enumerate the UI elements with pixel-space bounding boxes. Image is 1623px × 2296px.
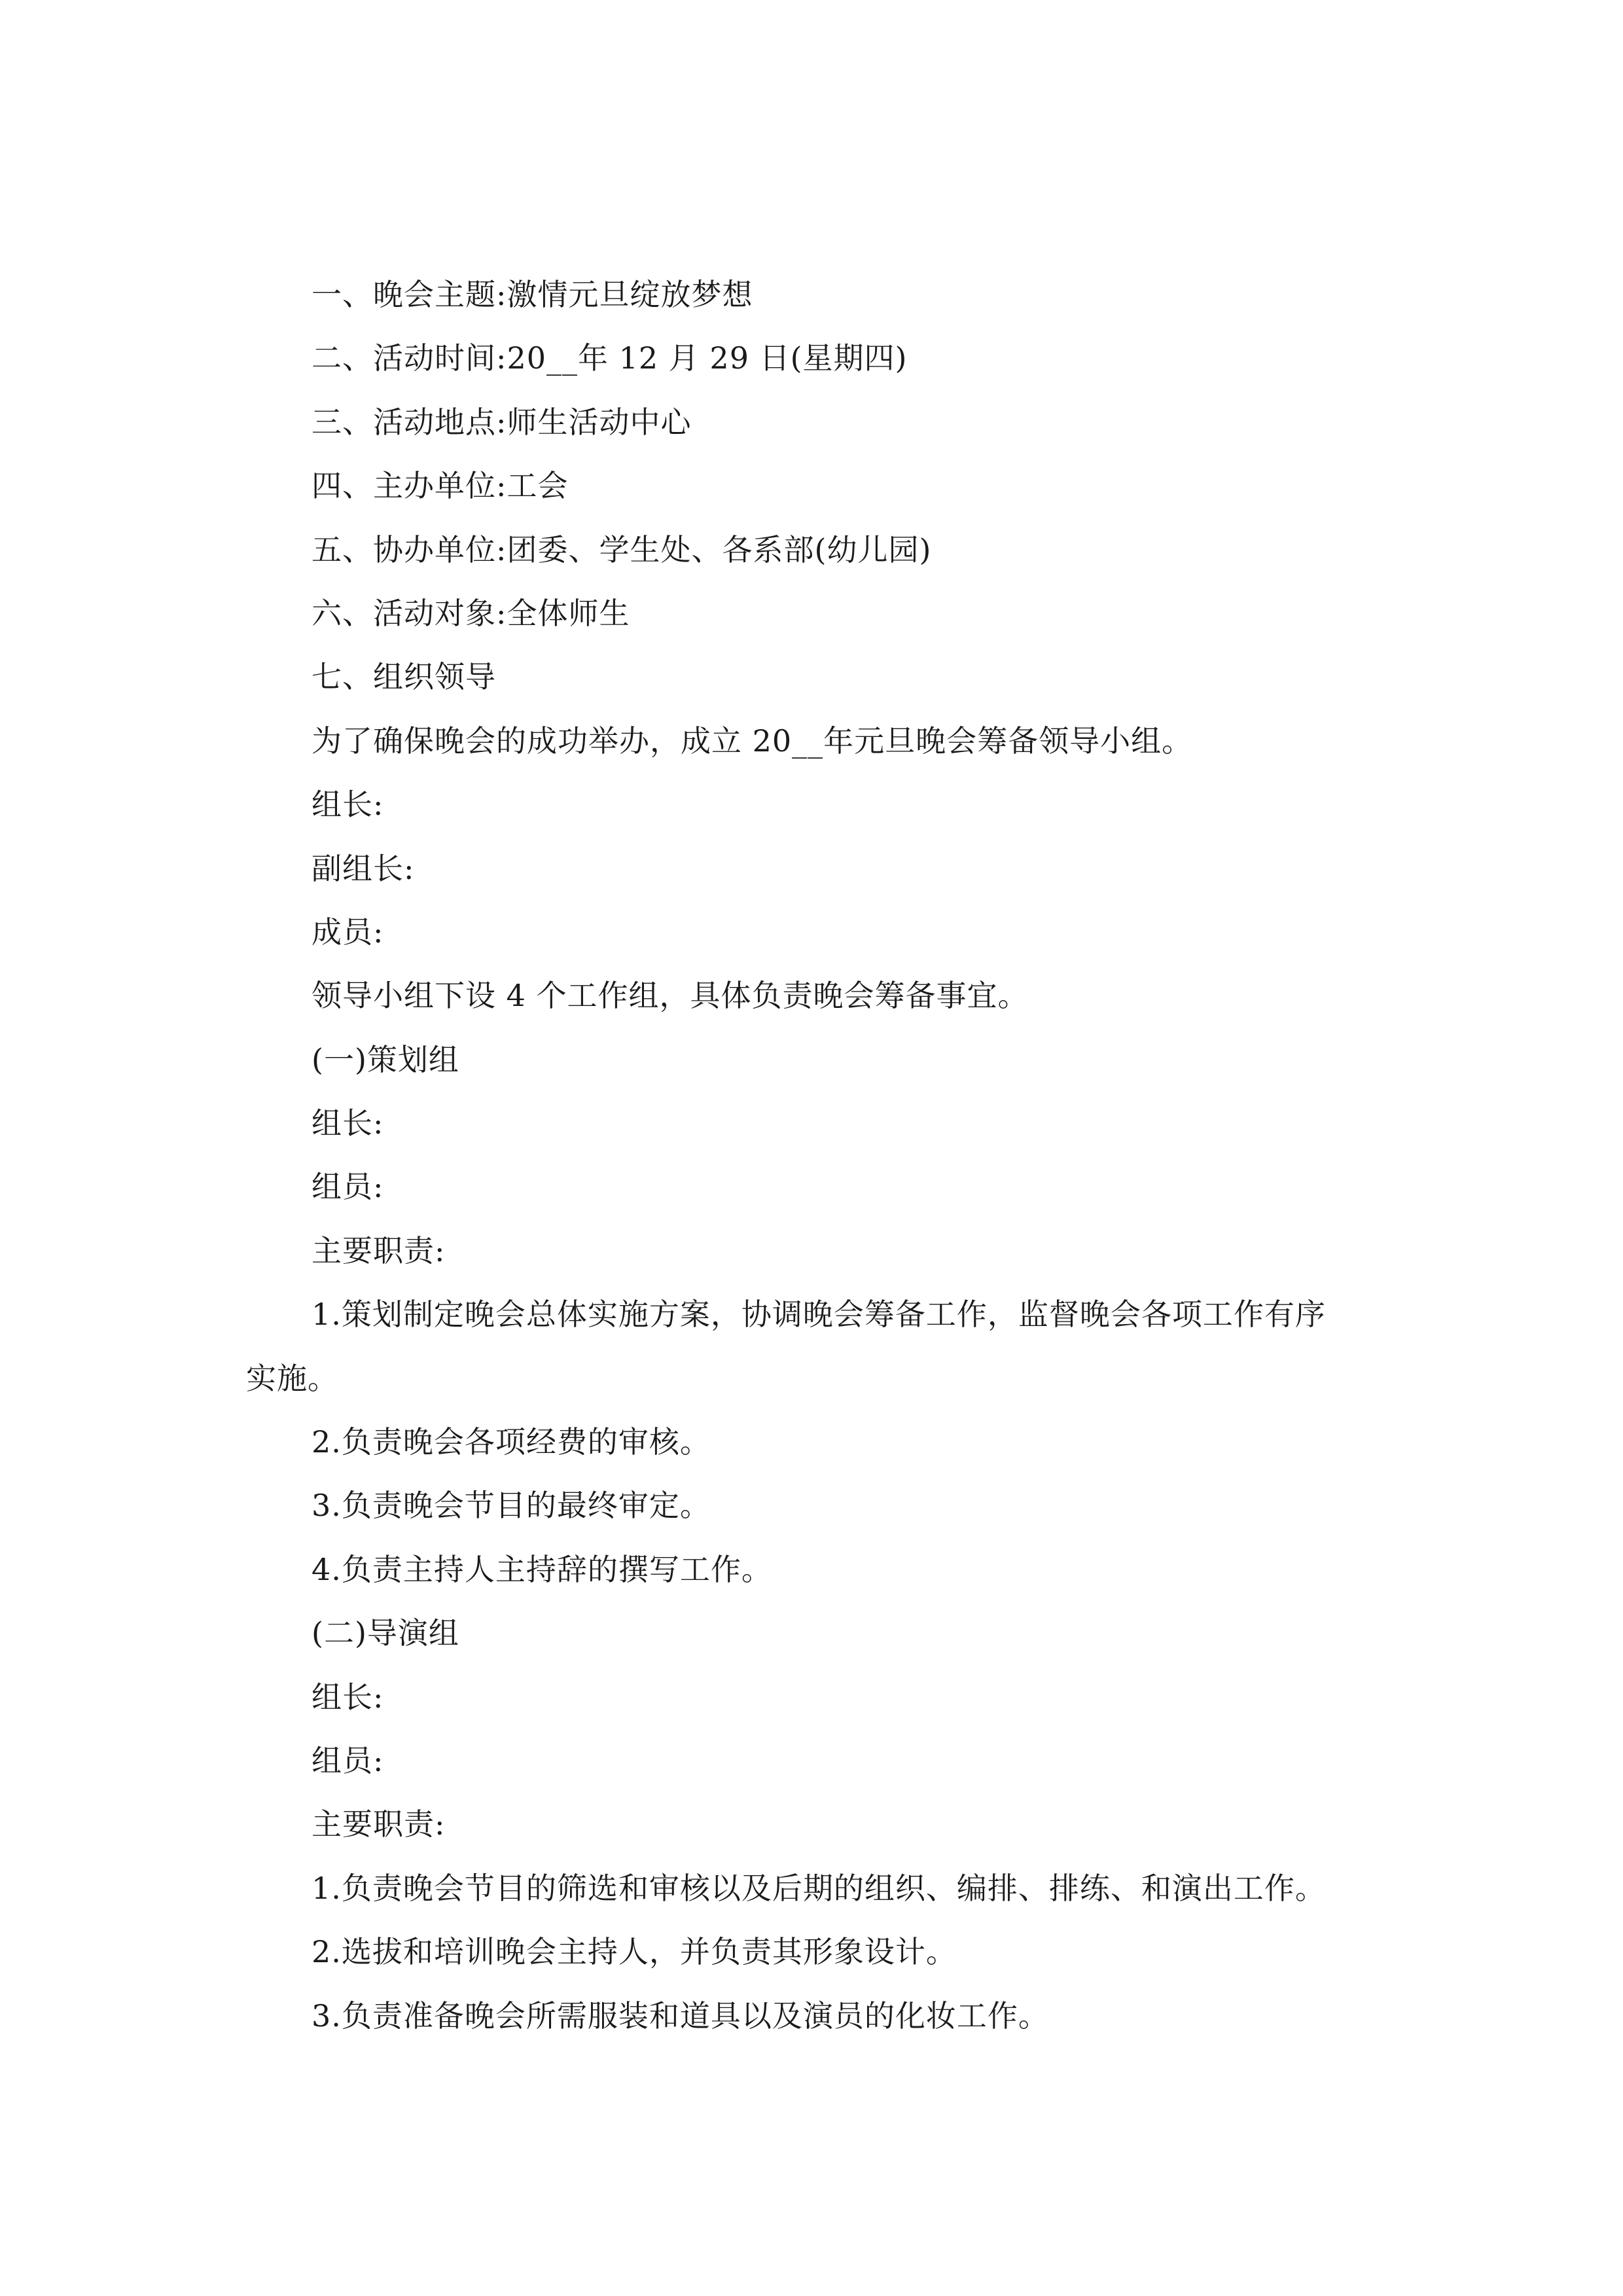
directing-duty-2: 2.选拔和培训晚会主持人，并负责其形象设计。: [312, 1934, 957, 1970]
planning-members-label: 组员:: [312, 1169, 384, 1205]
section-theme: 一、晚会主题:激情元旦绽放梦想: [312, 277, 753, 312]
directing-duty-1: 1.负责晚会节目的筛选和审核以及后期的组织、编排、排练、和演出工作。: [312, 1870, 1326, 1906]
section-leadership-heading: 七、组织领导: [312, 659, 496, 695]
directing-duties-label: 主要职责:: [312, 1806, 446, 1842]
planning-duty-4: 4.负责主持人主持辞的撰写工作。: [312, 1551, 772, 1587]
leadership-intro: 为了确保晚会的成功举办，成立 20__年元旦晚会筹备领导小组。: [312, 723, 1193, 759]
leader-label: 组长:: [312, 787, 384, 823]
section-location: 三、活动地点:师生活动中心: [312, 404, 692, 440]
members-label: 成员:: [312, 914, 384, 950]
planning-duty-1: 1.策划制定晚会总体实施方案，协调晚会筹备工作，监督晚会各项工作有序: [312, 1297, 1326, 1333]
planning-leader-label: 组长:: [312, 1105, 384, 1141]
directing-group-heading: (二)导演组: [312, 1615, 459, 1651]
directing-leader-label: 组长:: [312, 1679, 384, 1715]
section-organizer: 四、主办单位:工会: [312, 468, 569, 504]
planning-duty-3: 3.负责晚会节目的最终审定。: [312, 1488, 711, 1524]
working-groups-intro: 领导小组下设 4 个工作组，具体负责晚会筹备事宜。: [312, 978, 1029, 1014]
section-co-organizer: 五、协办单位:团委、学生处、各系部(幼儿园): [312, 531, 932, 567]
directing-duty-3: 3.负责准备晚会所需服装和道具以及演员的化妆工作。: [312, 1998, 1049, 2034]
planning-duty-2: 2.负责晚会各项经费的审核。: [312, 1424, 711, 1460]
planning-duty-1-continued: 实施。: [246, 1360, 338, 1396]
deputy-leader-label: 副组长:: [312, 850, 415, 886]
directing-members-label: 组员:: [312, 1742, 384, 1778]
document-body: [246, 263, 1398, 2048]
section-time: 二、活动时间:20__年 12 月 29 日(星期四): [312, 340, 908, 376]
planning-duties-label: 主要职责:: [312, 1232, 446, 1268]
section-audience: 六、活动对象:全体师生: [312, 595, 630, 631]
planning-group-heading: (一)策划组: [312, 1041, 459, 1077]
